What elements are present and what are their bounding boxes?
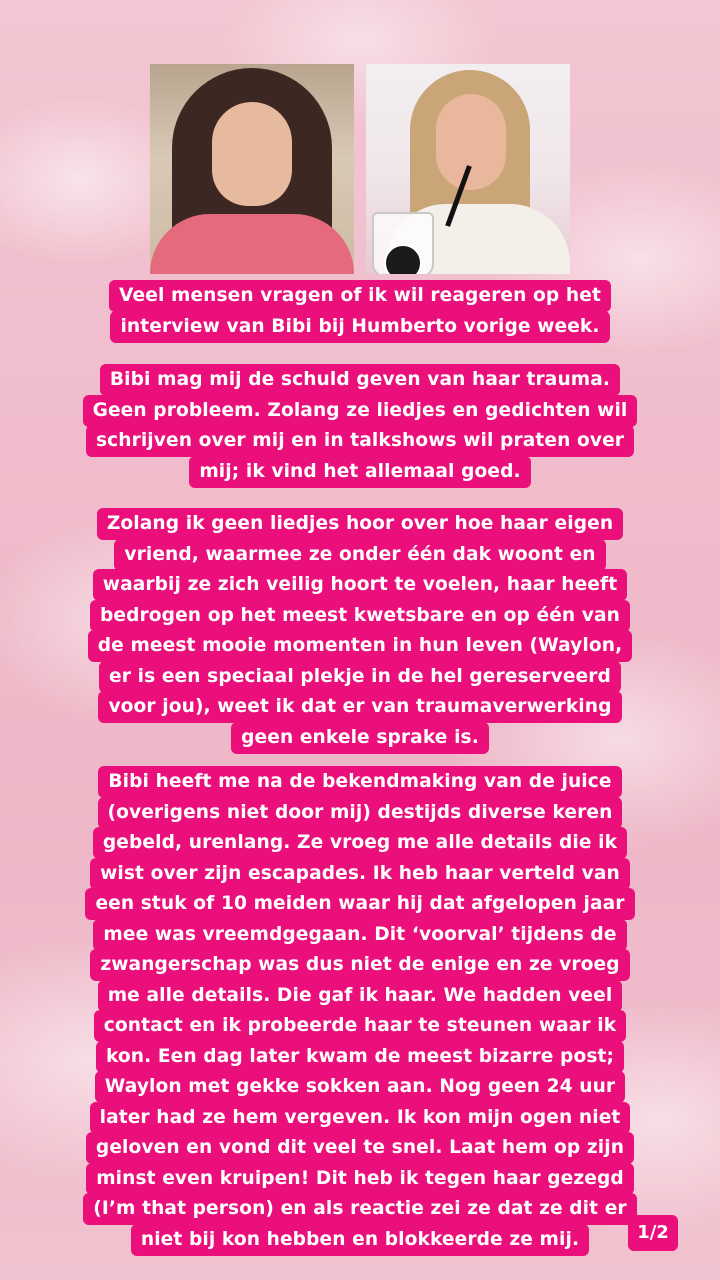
text-line: schrijven over mij en in talkshows wil praten over	[86, 425, 634, 457]
text-line: er is een speciaal plekje in de hel gereserveerd	[99, 661, 621, 693]
page-indicator: 1/2	[628, 1215, 678, 1251]
text-line: gebeld, urenlang. Ze vroeg me alle details die ik	[93, 827, 627, 859]
text-line: contact en ik probeerde haar te steunen waar ik	[94, 1010, 626, 1042]
text-line: me alle details. Die gaf ik haar. We hadden veel	[98, 980, 623, 1012]
text-line: later had ze hem vergeven. Ik kon mijn ogen niet	[90, 1102, 631, 1134]
text-line: minst even kruipen! Dit heb ik tegen haar gezegd	[86, 1163, 634, 1195]
paragraph-4	[0, 766, 720, 1254]
photo-woman-left	[150, 64, 354, 274]
text-line: Veel mensen vragen of ik wil reageren op het	[109, 280, 611, 312]
text-line: Waylon met gekke sokken aan. Nog geen 24 uur	[95, 1071, 625, 1103]
text-line: Geen probleem. Zolang ze liedjes en gedichten wil	[83, 395, 638, 427]
text-line: bedrogen op het meest kwetsbare en op één van	[90, 600, 630, 632]
text-line: waarbij ze zich veilig hoort te voelen, haar heeft	[93, 569, 627, 601]
photo-collage	[150, 64, 570, 274]
text-line: niet bij kon hebben en blokkeerde ze mij.	[131, 1224, 589, 1256]
paragraph-3	[0, 508, 720, 752]
text-line: voor jou), weet ik dat er van traumaverwerking	[98, 691, 621, 723]
paragraph-1	[0, 280, 720, 341]
text-line: Bibi heeft me na de bekendmaking van de juice	[98, 766, 621, 798]
text-line: de meest mooie momenten in hun leven (Waylon,	[88, 630, 632, 662]
text-line: (overigens niet door mij) destijds diverse keren	[98, 797, 623, 829]
text-line: wist over zijn escapades. Ik heb haar verteld van	[90, 858, 630, 890]
text-line: kon. Een dag later kwam de meest bizarre post;	[96, 1041, 624, 1073]
text-line: geloven en vond dit veel te snel. Laat hem op zijn	[86, 1132, 634, 1164]
text-line: interview van Bibi bij Humberto vorige week.	[110, 311, 609, 343]
paragraph-2	[0, 364, 720, 486]
text-line: Bibi mag mij de schuld geven van haar trauma.	[100, 364, 620, 396]
face-shape	[436, 94, 506, 190]
text-line: mee was vreemdgegaan. Dit ‘voorval’ tijdens de	[93, 919, 626, 951]
text-line: een stuk of 10 meiden waar hij dat afgelopen jaar	[85, 888, 634, 920]
text-line: zwangerschap was dus niet de enige en ze vroeg	[90, 949, 629, 981]
text-line: mij; ik vind het allemaal goed.	[189, 456, 530, 488]
photo-woman-right	[366, 64, 570, 274]
text-line: (I’m that person) en als reactie zei ze dat ze dit er	[83, 1193, 636, 1225]
face-shape	[212, 102, 292, 206]
text-line: geen enkele sprake is.	[231, 722, 489, 754]
text-line: Zolang ik geen liedjes hoor over hoe haar eigen	[97, 508, 623, 540]
text-line: vriend, waarmee ze onder één dak woont en	[114, 539, 605, 571]
sweater-shape	[150, 214, 354, 274]
starbucks-logo-icon	[384, 244, 422, 274]
